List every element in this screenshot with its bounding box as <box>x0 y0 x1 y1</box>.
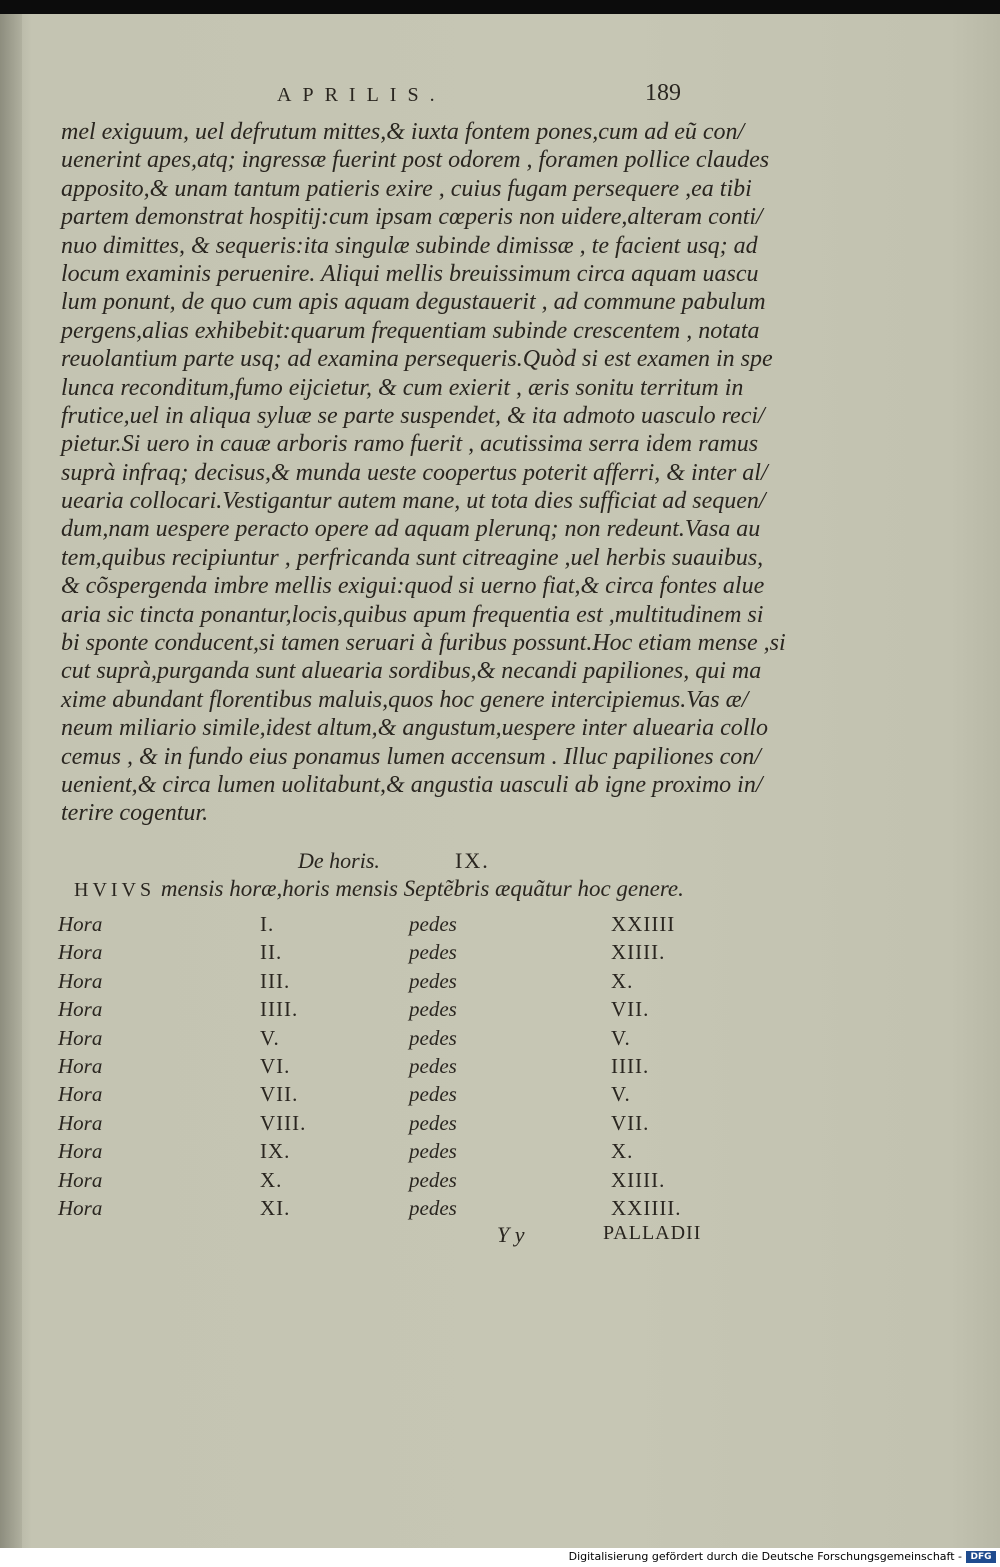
table-row <box>0 997 1000 1025</box>
scanned-page <box>0 14 1000 1548</box>
text-line: cemus , & in fundo eius ponamus lumen accensum . Illuc papiliones con/ <box>61 743 761 770</box>
unit-label: pedes <box>409 940 457 965</box>
shadow-feet: V. <box>611 1025 631 1050</box>
hour-number: V. <box>260 1025 280 1050</box>
hour-label: Hora <box>58 1167 103 1192</box>
hour-label: Hora <box>58 912 103 936</box>
text-line: dum,nam uespere peracto opere ad aquam plerunq; non redeunt.Vasa au <box>61 516 761 543</box>
text-line: lum ponunt, de quo cum apis aquam degustauerit , ad commune pabulum <box>61 289 766 316</box>
text-line: lunca reconditum,fumo eijcietur, & cum exierit , æris sonitu territum in <box>61 374 744 401</box>
unit-label: pedes <box>409 968 457 993</box>
table-row <box>0 1196 1000 1224</box>
hour-number: VII. <box>260 1082 299 1107</box>
section-number: IX. <box>455 848 490 873</box>
digitization-footer <box>0 1548 1000 1567</box>
text-line: nuo dimittes, & sequeris:ita singulæ subinde dimissæ , te facient usq; ad <box>61 232 758 259</box>
text-line: reuolantium parte usq; ad examina persequeris.Quòd si est examen in spe <box>61 346 773 373</box>
section-title: De horis. <box>298 848 380 873</box>
table-row <box>0 1026 1000 1054</box>
hour-label: Hora <box>58 1196 103 1220</box>
unit-label: pedes <box>409 997 457 1022</box>
catchword: PALLADII <box>603 1222 702 1244</box>
table-row <box>0 1054 1000 1082</box>
text-line: partem demonstrat hospitij:cum ipsam cœperis non uidere,alteram conti/ <box>61 204 763 231</box>
hour-label: Hora <box>58 1139 103 1164</box>
shadow-feet: VII. <box>611 997 650 1022</box>
shadow-feet: XXIIII. <box>611 1196 682 1220</box>
table-intro <box>74 876 684 902</box>
table-row <box>0 1082 1000 1110</box>
shadow-feet: XIIII. <box>611 940 666 965</box>
text-line: bi sponte conducent,si tamen seruari à furibus possunt.Hoc etiam mense ,si <box>61 630 786 657</box>
text-line: tem,quibus recipiuntur , perfricanda sunt citreagine ,uel herbis suauibus, <box>61 544 764 571</box>
text-line: uenerint apes,atq; ingressæ fuerint post odorem , foramen pollice claudes <box>61 147 770 174</box>
hour-number: II. <box>260 940 283 965</box>
text-line: pietur.Si uero in cauæ arboris ramo fuerit , acutissima serra idem ramus <box>61 431 759 458</box>
hour-label: Hora <box>58 1025 103 1050</box>
hour-number: VI. <box>260 1054 291 1078</box>
text-line: uenient,& circa lumen uolitabunt,& angustia uasculi ab igne proximo in/ <box>61 771 763 798</box>
hour-number: X. <box>260 1167 283 1192</box>
intro-text: mensis horæ,horis mensis Septẽbris æquãtur hoc genere. <box>155 876 684 901</box>
hour-number: I. <box>260 912 275 936</box>
page-content <box>0 14 1000 1548</box>
page-number: 189 <box>645 80 681 106</box>
hour-number: VIII. <box>260 1110 307 1135</box>
text-line: neum miliario simile,idest altum,& angustum,uespere inter aluearia collo <box>61 715 769 742</box>
top-border <box>0 0 1000 14</box>
hour-label: Hora <box>58 997 103 1022</box>
shadow-feet: XXIIII <box>611 912 676 936</box>
shadow-feet: VII. <box>611 1110 650 1135</box>
table-row <box>0 1139 1000 1167</box>
unit-label: pedes <box>409 1196 457 1220</box>
unit-label: pedes <box>409 1139 457 1164</box>
text-line: xime abundant florentibus maluis,quos hoc genere intercipiemus.Vas æ/ <box>61 686 749 713</box>
footer-text: Digitalisierung gefördert durch die Deutsche Forschungsgemeinschaft - <box>568 1550 962 1563</box>
text-line: pergens,alias exhibebit:quarum frequentiam subinde crescentem , notata <box>61 317 760 344</box>
unit-label: pedes <box>409 1167 457 1192</box>
table-row <box>0 1168 1000 1196</box>
text-line: mel exiguum, uel defrutum mittes,& iuxta fontem pones,cum ad eũ con/ <box>61 119 745 145</box>
signature-mark: Y y <box>497 1222 525 1247</box>
hour-label: Hora <box>58 1082 103 1107</box>
dfg-logo: DFG <box>966 1551 996 1563</box>
hour-label: Hora <box>58 940 103 965</box>
text-line: apposito,& unam tantum patieris exire , cuius fugam persequere ,ea tibi <box>61 175 752 202</box>
text-line: terire cogentur. <box>61 800 209 827</box>
running-head: APRILIS. <box>277 84 446 106</box>
text-line: cut suprà,purganda sunt aluearia sordibus,& necandi papiliones, qui ma <box>61 658 762 685</box>
table-row <box>0 940 1000 968</box>
shadow-feet: X. <box>611 968 634 993</box>
text-line: frutice,uel in aliqua syluæ se parte suspendet, & ita admoto uasculo reci/ <box>61 402 765 429</box>
hour-number: III. <box>260 968 291 993</box>
table-row <box>0 912 1000 940</box>
shadow-feet: IIII. <box>611 1054 650 1078</box>
shadow-feet: X. <box>611 1139 634 1164</box>
unit-label: pedes <box>409 912 457 936</box>
hour-number: XI. <box>260 1196 291 1220</box>
hour-label: Hora <box>58 968 103 993</box>
unit-label: pedes <box>409 1110 457 1135</box>
hour-number: IIII. <box>260 997 299 1022</box>
hour-number: IX. <box>260 1139 291 1164</box>
text-line: suprà infraq; decisus,& munda ueste coopertus poterit afferri, & inter al/ <box>61 459 768 486</box>
hour-label: Hora <box>58 1110 103 1135</box>
text-line: uearia collocari.Vestigantur autem mane, ut tota dies sufficiat ad sequen/ <box>61 488 766 515</box>
shadow-feet: V. <box>611 1082 631 1107</box>
unit-label: pedes <box>409 1025 457 1050</box>
shadow-feet: XIIII. <box>611 1167 666 1192</box>
table-row <box>0 1111 1000 1139</box>
text-line: locum examinis peruenire. Aliqui mellis breuissimum circa aquam uascu <box>61 260 759 287</box>
table-row <box>0 969 1000 997</box>
text-line: aria sic tincta ponantur,locis,quibus apum frequentia est ,multitudinem si <box>61 601 764 628</box>
text-line: & cõspergenda imbre mellis exigui:quod si uerno fiat,& circa fontes alue <box>61 573 765 600</box>
intro-capitals: HVIVS <box>74 879 156 901</box>
unit-label: pedes <box>409 1082 457 1107</box>
unit-label: pedes <box>409 1054 457 1078</box>
body-text <box>61 118 786 828</box>
hour-label: Hora <box>58 1054 103 1078</box>
